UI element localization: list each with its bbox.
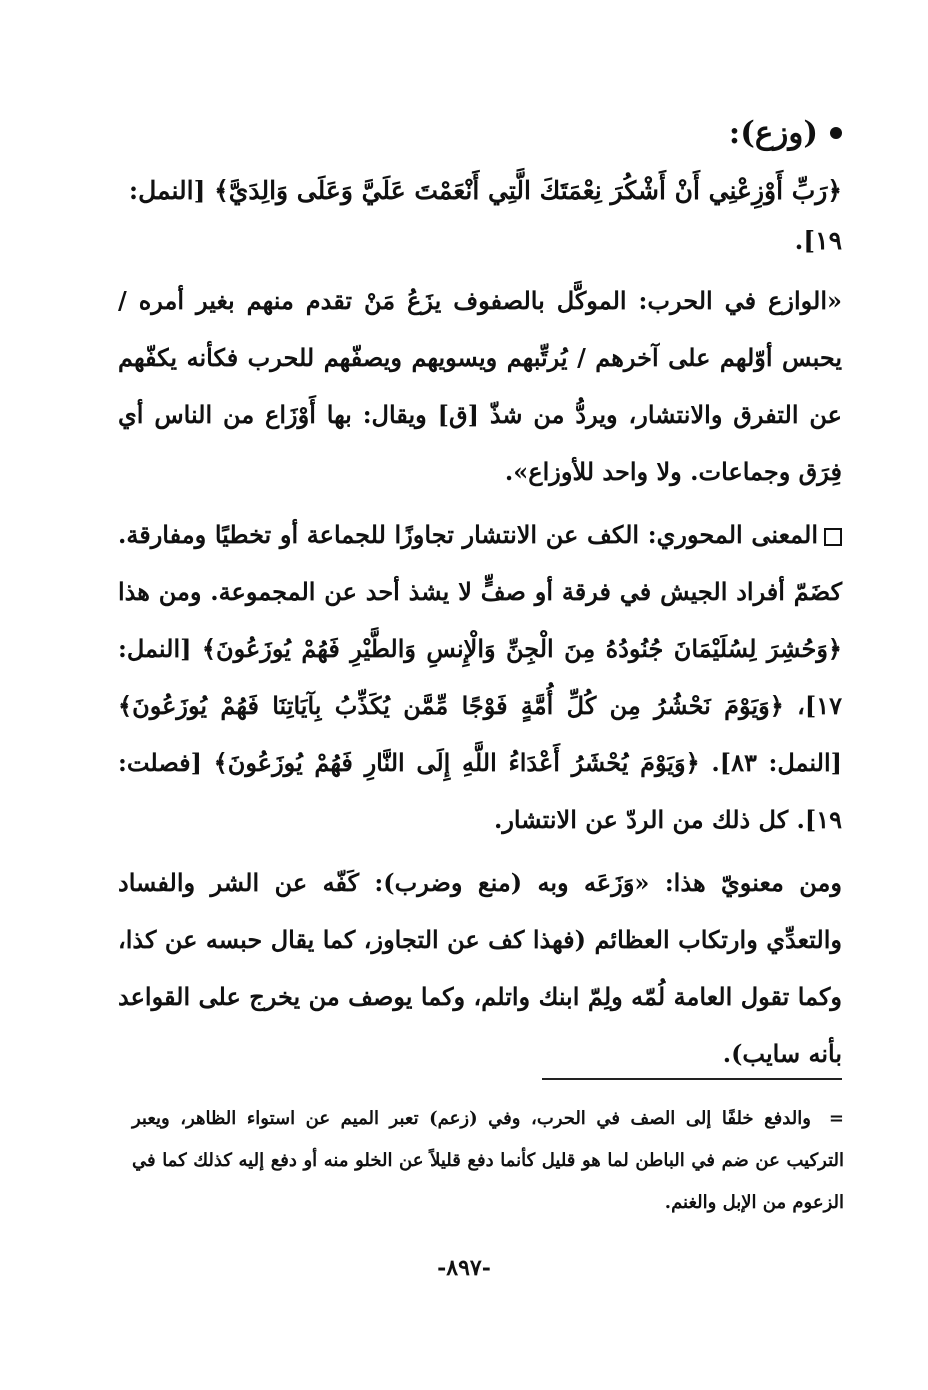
footnote-divider — [542, 1078, 842, 1080]
footnote-text: والدفع خلفًا إلى الصف في الحرب، وفي (زعم) تعبر الميم عن استواء الظاهر، ويعبر التركيب عن ضم في الباطن لما هو قليل كأنما دفع قليلاً عن الخلو منه أو دفع إليه كذلك كما في الزعوم من الإبل والغنم. — [132, 1108, 844, 1213]
core-meaning-text: الكف عن الانتشار تجاوزًا للجماعة أو تخطيًا ومفارقة. كضَمّ أفراد الجيش في فرقة أو صفٍّ لا يشذ أحد عن المجموعة. ومن هذا ﴿وَحُشِرَ لِسُلَيْمَانَ جُنُودُهُ مِنَ الْجِنِّ وَالْإِنسِ وَالطَّيْرِ فَهُمْ يُوزَعُونَ﴾ [النمل: ١٧]، ﴿وَيَوْمَ نَحْشُرُ مِن كُلِّ أُمَّةٍ فَوْجًا مِّمَّن يُكَذِّبُ بِآيَاتِنَا فَهُمْ يُوزَعُونَ﴾ [النمل: ٨٣]. ﴿وَيَوْمَ يُحْشَرُ أَعْدَاءُ اللَّهِ إِلَى النَّارِ فَهُمْ يُوزَعُونَ﴾ [فصلت: ١٩]. كل ذلك من الردّ عن الانتشار. — [118, 520, 843, 834]
page-number: -٨٩٧- — [437, 1255, 491, 1281]
core-meaning-paragraph — [118, 506, 842, 848]
derived-meaning-paragraph: ومن معنويّ هذا: «وَزَعَه وبه (منع وضرب): كَفّه عن الشر والفساد والتعدِّي وارتكاب العظائم (فهذا كف عن التجاوز، كما يقال حبسه عن كذا، وكما تقول العامة لُمّه ولِمّ ابنك واتلم، وكما يوصف من يخرج على القواعد بأنه سايب). — [118, 868, 842, 1068]
footnote-mark: = — [828, 1108, 844, 1129]
entry-heading-text: (وزع): — [728, 115, 818, 151]
definition-paragraph: «الوازع في الحرب: الموكَّل بالصفوف يزَعُ مَنْ تقدم منهم بغير أمره / يحبس أوّلهم على آخرهم / يُرتِّبهم ويسويهم ويصفّهم للحرب فكأنه يكفّهم عن التفرق والانتشار، ويردُّ من شذّ [ق] ويقال: بها أَوْزَاع من الناس أي فِرَق وجماعات. ولا واحد للأوزاع». — [118, 286, 842, 486]
square-marker-icon — [824, 528, 842, 546]
footnote — [132, 1098, 844, 1224]
entry-heading — [118, 108, 842, 158]
quran-verse-opening: ﴿رَبِّ أَوْزِعْنِي أَنْ أَشْكُرَ نِعْمَتَكَ الَّتِي أَنْعَمْتَ عَلَيَّ وَعَلَى وَالِدَيَّ﴾ [النمل: ١٩]. — [128, 176, 842, 255]
page-body — [118, 108, 842, 1082]
bullet-icon — [830, 127, 842, 139]
core-meaning-label: المعنى المحوري: — [647, 520, 819, 549]
